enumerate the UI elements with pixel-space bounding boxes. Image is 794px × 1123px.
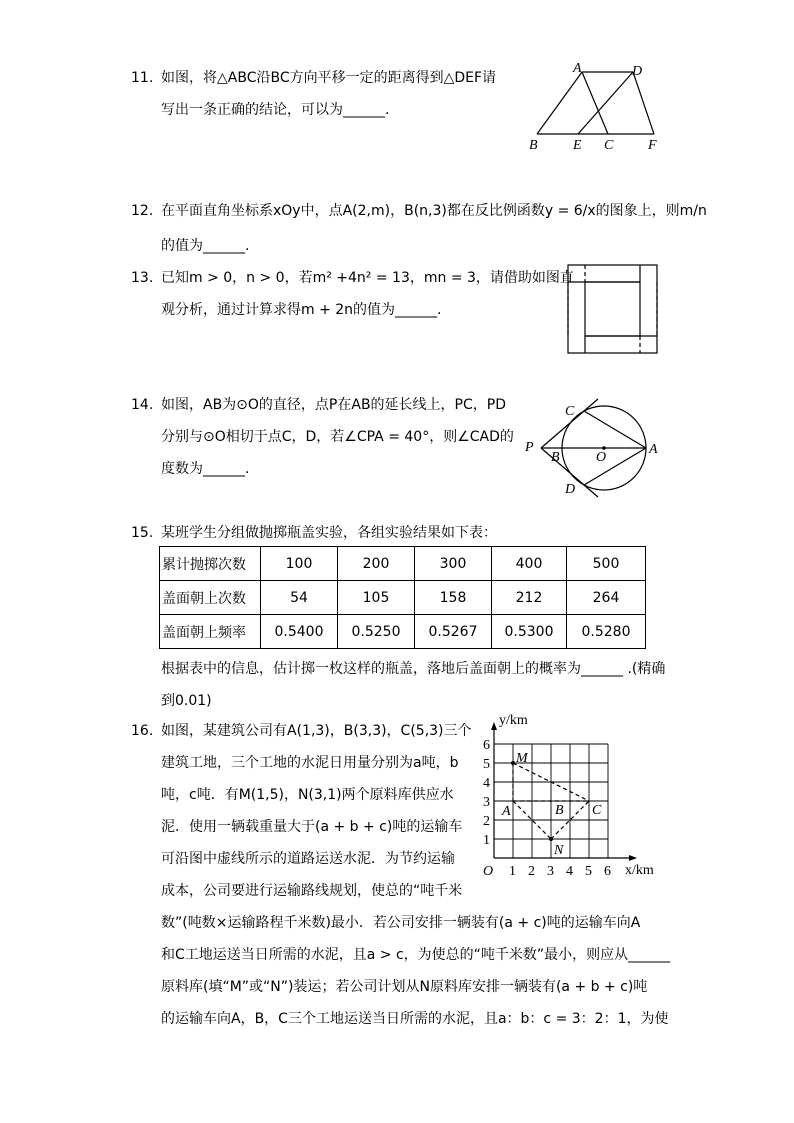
table-row <box>160 615 646 649</box>
question-number: 13. <box>131 270 154 286</box>
question-number: 11. <box>131 70 154 86</box>
table-cell: 100 <box>261 547 338 581</box>
point-label-O: O <box>596 450 607 465</box>
table-cell: 400 <box>492 547 567 581</box>
table-cell: 54 <box>261 581 338 615</box>
table-cell: 累计抛掷次数 <box>160 547 261 581</box>
question-text: 可沿图中虚线所示的道路运送水泥．为节约运输 <box>161 851 455 867</box>
x-tick-label: 3 <box>547 864 554 879</box>
point-label-A: A <box>502 804 511 819</box>
table-cell: 200 <box>338 547 415 581</box>
table-cell: 0.5250 <box>338 615 415 649</box>
vertex-label-A: A <box>573 61 582 76</box>
question-text: 建筑工地，三个工地的水泥日用量分别为a吨，b <box>161 755 459 771</box>
y-tick-label: 1 <box>483 833 490 848</box>
question-text: 成本，公司要进行运输路线规划，使总的“吨千米 <box>161 883 463 899</box>
point-label-B: B <box>555 803 564 818</box>
origin-label: O <box>483 864 494 879</box>
question-number: 12. <box>131 203 154 219</box>
table-cell: 0.5400 <box>261 615 338 649</box>
table-cell: 0.5300 <box>492 615 567 649</box>
question-text: 某班学生分组做抛掷瓶盖实验，各组实验结果如下表： <box>161 525 497 541</box>
question-text: 泥．使用一辆载重量大于(a + b + c)吨的运输车 <box>161 819 463 835</box>
point-label-C: C <box>592 803 602 818</box>
table-cell: 盖面朝上频率 <box>160 615 261 649</box>
question-text: 在平面直角坐标系xOy中，点A(2,m)，B(n,3)都在反比例函数y = 6/x的图象上，则m/n <box>161 203 707 219</box>
point-label-C: C <box>565 404 575 419</box>
table-cell: 0.5267 <box>415 615 492 649</box>
x-axis-label: x/km <box>625 863 654 878</box>
x-tick-label: 1 <box>509 864 516 879</box>
square-rectangles-figure <box>562 260 662 360</box>
point-label-D: D <box>565 482 576 497</box>
experiment-table <box>159 546 646 649</box>
point-label-N: N <box>554 843 564 858</box>
question-text: 吨，c吨．有M(1,5)，N(3,1)两个原料库供应水 <box>161 787 454 803</box>
y-tick-label: 5 <box>483 757 490 772</box>
x-tick-label: 2 <box>528 864 535 879</box>
question-text: 写出一条正确的结论，可以为______. <box>161 102 390 118</box>
vertex-label-E: E <box>573 138 582 153</box>
question-number: 16. <box>131 723 154 739</box>
question-text: 度数为______. <box>161 461 250 477</box>
table-cell: 212 <box>492 581 567 615</box>
question-text: 如图，将△ABC沿BC方向平移一定的距离得到△DEF请 <box>161 70 497 86</box>
question-text: 和C工地运送当日所需的水泥，且a > c，为使总的“吨千米数”最小，则应从______ <box>161 947 671 963</box>
point-label-M: M <box>516 751 528 766</box>
question-text: 原料库(填“M”或“N”)装运；若公司计划从N原料库安排一辆装有(a + b + c)吨 <box>161 979 648 995</box>
question-text: 的值为______. <box>161 238 250 254</box>
y-tick-label: 2 <box>483 814 490 829</box>
table-row <box>160 581 646 615</box>
question-text: 如图，AB为⊙O的直径，点P在AB的延长线上，PC，PD <box>161 397 506 413</box>
table-cell: 158 <box>415 581 492 615</box>
table-cell: 盖面朝上次数 <box>160 581 261 615</box>
x-tick-label: 4 <box>566 864 573 879</box>
question-text: 的运输车向A，B，C三个工地运送当日所需的水泥，且a：b：c = 3：2：1，为使 <box>161 1011 669 1027</box>
question-text: 如图，某建筑公司有A(1,3)，B(3,3)，C(5,3)三个 <box>161 723 472 739</box>
vertex-label-C: C <box>604 138 614 153</box>
question-number: 15. <box>131 525 154 541</box>
table-cell: 264 <box>567 581 646 615</box>
point-label-P: P <box>525 440 534 455</box>
x-tick-label: 6 <box>604 864 611 879</box>
y-tick-label: 4 <box>483 776 490 791</box>
translation-triangle-figure <box>520 58 670 158</box>
coordinate-grid-figure <box>475 712 665 882</box>
question-text: 数”(吨数×运输路程千米数)最小．若公司安排一辆装有(a + c)吨的运输车向A <box>161 915 641 931</box>
question-text: 到0.01) <box>161 693 212 709</box>
circle-tangent-figure <box>520 393 665 503</box>
vertex-label-B: B <box>529 138 538 153</box>
question-text: 已知m > 0，n > 0，若m² +4n² = 13，mn = 3，请借助如图直 <box>161 270 574 286</box>
question-number: 14. <box>131 397 154 413</box>
vertex-label-F: F <box>648 138 657 153</box>
table-cell: 0.5280 <box>567 615 646 649</box>
x-tick-label: 5 <box>585 864 592 879</box>
y-tick-label: 3 <box>483 795 490 810</box>
table-cell: 300 <box>415 547 492 581</box>
question-text: 分别与⊙O相切于点C，D，若∠CPA = 40°，则∠CAD的 <box>161 429 514 445</box>
question-text: 观分析，通过计算求得m + 2n的值为______. <box>161 302 442 318</box>
point-label-B: B <box>551 450 560 465</box>
table-row <box>160 547 646 581</box>
question-text: 根据表中的信息，估计掷一枚这样的瓶盖，落地后盖面朝上的概率为______ .(精确 <box>161 661 666 677</box>
y-axis-label: y/km <box>499 713 528 728</box>
point-label-A: A <box>649 442 658 457</box>
y-tick-label: 6 <box>483 738 490 753</box>
table-cell: 105 <box>338 581 415 615</box>
vertex-label-D: D <box>632 64 643 79</box>
table-cell: 500 <box>567 547 646 581</box>
